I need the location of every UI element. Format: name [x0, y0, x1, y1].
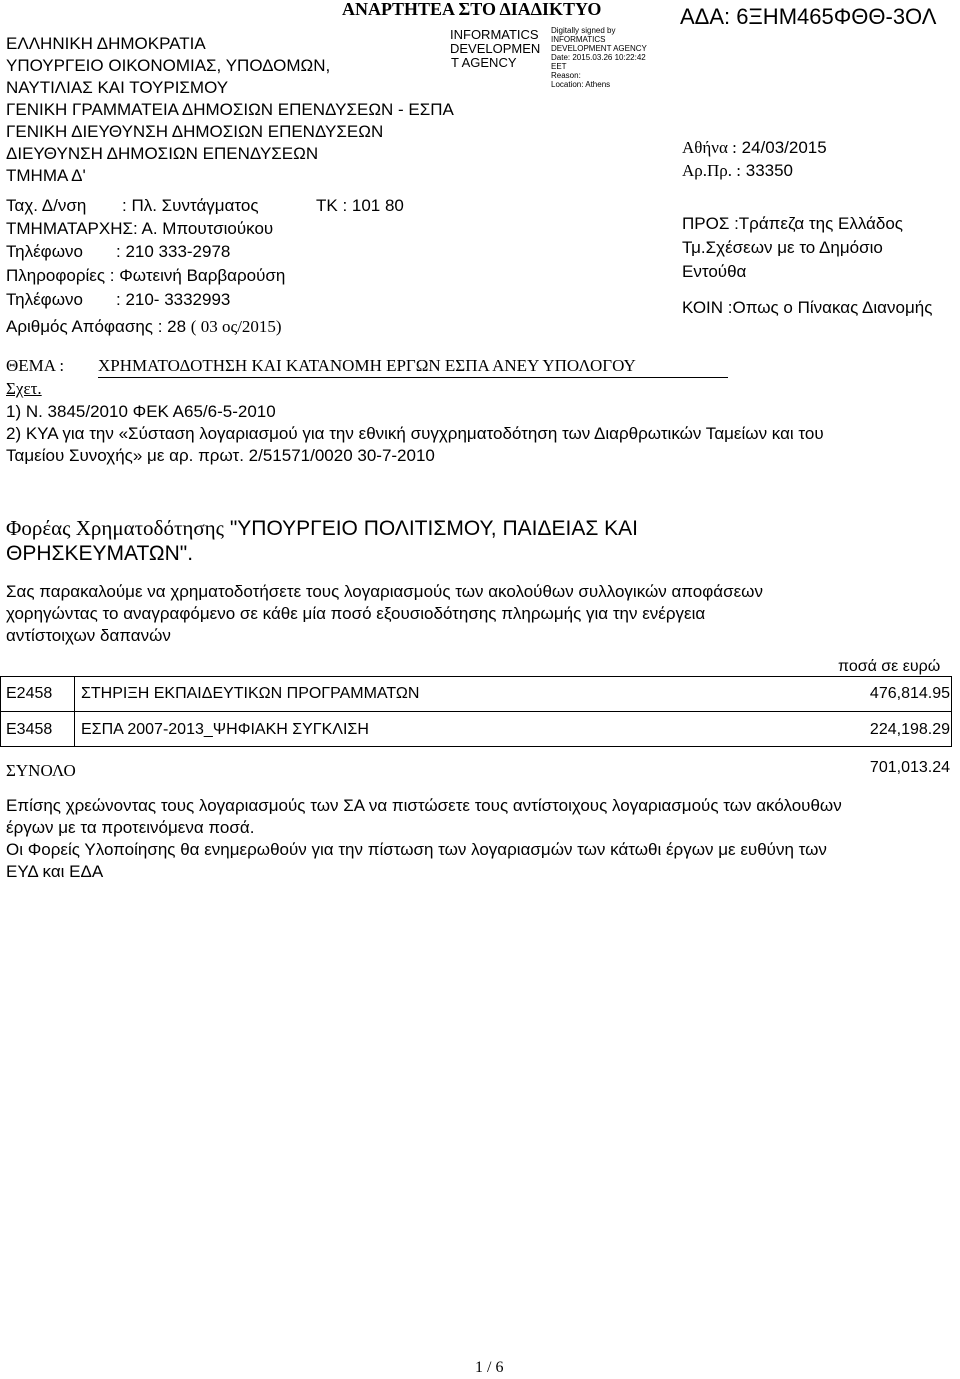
head-of-department: ΤΜΗΜΑΤΑΡΧΗΣ: Α. Μπουτσιούκου	[6, 219, 274, 238]
address-value: : Πλ. Συντάγματος	[122, 196, 259, 215]
address-label: Ταχ. Δ/νση	[6, 196, 87, 215]
page-total: 6	[495, 1359, 504, 1376]
request-line: Σας παρακαλούμε να χρηματοδοτήσετε τους λογαριασμούς των ακολούθων συλλογικών αποφάσεων	[6, 582, 763, 601]
table-border	[0, 746, 952, 747]
sender-header	[6, 33, 454, 187]
funding-body	[6, 515, 638, 542]
references-label: Σχετ.	[6, 379, 42, 398]
decision-number	[6, 316, 282, 338]
copy-recipients: ΚΟΙΝ :Οπως ο Πίνακας Διανομής	[682, 298, 933, 317]
recipient-line: ΠΡΟΣ :Τράπεζα της Ελλάδος	[682, 214, 903, 233]
table-border	[0, 711, 952, 712]
signature-name-line: T AGENCY	[451, 55, 517, 70]
project-code: Ε3458	[6, 721, 53, 738]
signature-name	[450, 28, 540, 70]
signature-detail-line: Location: Athens	[551, 80, 611, 89]
phone-label: Τηλέφωνο	[6, 290, 83, 309]
request-line: αντίστοιχων δαπανών	[6, 626, 171, 645]
signature-name-line: DEVELOPMEN	[450, 41, 541, 56]
project-code: Ε2458	[6, 685, 53, 702]
decision-date: ( 03 ος/2015)	[190, 317, 282, 336]
header-line: ΕΛΛΗΝΙΚΗ ΔΗΜΟΚΡΑΤΙΑ	[6, 34, 206, 53]
place-label: Αθήνα :	[682, 138, 737, 157]
table-border	[0, 676, 1, 747]
signature-detail-line: INFORMATICS	[551, 35, 606, 44]
table-border	[951, 676, 952, 747]
closing-line: Επίσης χρεώνοντας τους λογαριασμούς των ΣΑ να πιστώσετε τους αντίστοιχους λογαριασμούς των ακόλουθων	[6, 796, 842, 815]
request-paragraph	[6, 581, 763, 647]
closing-line: ΕΥΔ και ΕΔΑ	[6, 862, 104, 881]
recipient-line: Τμ.Σχέσεων με το Δημόσιο	[682, 238, 883, 257]
total-label: ΣΥΝΟΛΟ	[6, 761, 76, 780]
signature-detail-line: DEVELOPMENT AGENCY	[551, 44, 647, 53]
protocol-number	[682, 160, 793, 182]
reference-line: Ταμείου Συνοχής» με αρ. πρωτ. 2/51571/0020 30-7-2010	[6, 446, 435, 465]
reference-line: 2) ΚΥΑ για την «Σύσταση λογαριασμού για την εθνική συγχρηματοδότηση των Διαρθρωτικών Ταμείων και του	[6, 424, 824, 443]
signature-detail-line: Date: 2015.03.26 10:22:42	[551, 53, 646, 62]
funding-label: Φορέας Χρηματοδότησης	[6, 516, 224, 540]
postal-code: ΤΚ : 101 80	[316, 196, 404, 215]
header-line: ΤΜΗΜΑ Δ'	[6, 166, 86, 185]
signature-detail-line: Reason:	[551, 71, 581, 80]
funding-name-continued: ΘΡΗΣΚΕΥΜΑΤΩΝ".	[6, 542, 194, 565]
page-number	[475, 1358, 503, 1378]
date-value: 24/03/2015	[741, 138, 827, 157]
signature-detail-line: Digitally signed by	[551, 26, 616, 35]
contact-info: Πληροφορίες : Φωτεινή Βαρβαρούση	[6, 266, 286, 285]
funding-name: "ΥΠΟΥΡΓΕΙΟ ΠΟΛΙΤΙΣΜΟΥ, ΠΑΙΔΕΙΑΣ ΚΑΙ	[229, 517, 639, 540]
amounts-unit: ποσά σε ευρώ	[838, 658, 941, 675]
signature-detail-line: EET	[551, 62, 567, 71]
project-title: ΕΣΠΑ 2007-2013_ΨΗΦΙΑΚΗ ΣΥΓΚΛΙΣΗ	[81, 721, 369, 738]
closing-line: Οι Φορείς Υλοποίησης θα ενημερωθούν για την πίστωση των λογαριασμών των κάτωθι έργων με ευθύνη των	[6, 840, 827, 859]
page-separator: /	[487, 1359, 492, 1376]
subject-label: ΘΕΜΑ :	[6, 356, 65, 375]
protocol-value: 33350	[745, 161, 794, 180]
project-title: ΣΤΗΡΙΞΗ ΕΚΠΑΙΔΕΥΤΙΚΩΝ ΠΡΟΓΡΑΜΜΑΤΩΝ	[81, 685, 420, 702]
table-border	[74, 676, 75, 747]
subject-value: ΧΡΗΜΑΤΟΔΟΤΗΣΗ ΚΑΙ ΚΑΤΑΝΟΜΗ ΕΡΓΩΝ ΕΣΠΑ ΑΝΕΥ ΥΠΟΛΟΓΟΥ	[98, 355, 728, 378]
header-line: ΝΑΥΤΙΛΙΑΣ ΚΑΙ ΤΟΥΡΙΣΜΟΥ	[6, 78, 229, 97]
signature-details	[551, 26, 647, 89]
protocol-label: Αρ.Πρ. :	[682, 161, 741, 180]
closing-paragraph	[6, 795, 842, 883]
ada-code: ΑΔΑ: 6ΞΗΜ465ΦΘΘ-3ΟΛ	[680, 4, 937, 29]
header-line: ΓΕΝΙΚΗ ΓΡΑΜΜΑΤΕΙΑ ΔΗΜΟΣΙΩΝ ΕΠΕΝΔΥΣΕΩΝ - ΕΣΠΑ	[6, 100, 454, 119]
phone-value: : 210 333-2978	[116, 242, 231, 261]
total-amount: 701,013.24	[869, 759, 950, 776]
header-line: ΥΠΟΥΡΓΕΙΟ ΟΙΚΟΝΟΜΙΑΣ, ΥΠΟΔΟΜΩΝ,	[6, 56, 331, 75]
place-date	[682, 137, 827, 159]
recipient	[682, 212, 903, 284]
phone-label: Τηλέφωνο	[6, 242, 83, 261]
publication-banner: ΑΝΑΡΤΗΤΕΑ ΣΤΟ ΔΙΑΔΙΚΤΥΟ	[342, 0, 602, 19]
reference-line: 1) Ν. 3845/2010 ΦΕΚ Α65/6-5-2010	[6, 402, 276, 421]
phone-value: : 210- 3332993	[116, 290, 231, 309]
decision-label: Αριθμός Απόφασης : 28	[6, 317, 187, 336]
request-line: χορηγώντας το αναγραφόμενο σε κάθε μία ποσό εξουσιοδότησης πληρωμής για την ενέργεια	[6, 604, 706, 623]
header-line: ΓΕΝΙΚΗ ΔΙΕΥΘΥΝΣΗ ΔΗΜΟΣΙΩΝ ΕΠΕΝΔΥΣΕΩΝ	[6, 122, 384, 141]
references	[6, 401, 824, 467]
project-amount: 224,198.29	[869, 721, 950, 738]
header-line: ΔΙΕΥΘΥΝΣΗ ΔΗΜΟΣΙΩΝ ΕΠΕΝΔΥΣΕΩΝ	[6, 144, 319, 163]
project-amount: 476,814.95	[869, 685, 950, 702]
signature-name-line: INFORMATICS	[450, 27, 539, 42]
recipient-line: Εντούθα	[682, 262, 747, 281]
page-current: 1	[475, 1359, 483, 1376]
closing-line: έργων με τα προτεινόμενα ποσά.	[6, 818, 255, 837]
table-border	[0, 676, 952, 677]
